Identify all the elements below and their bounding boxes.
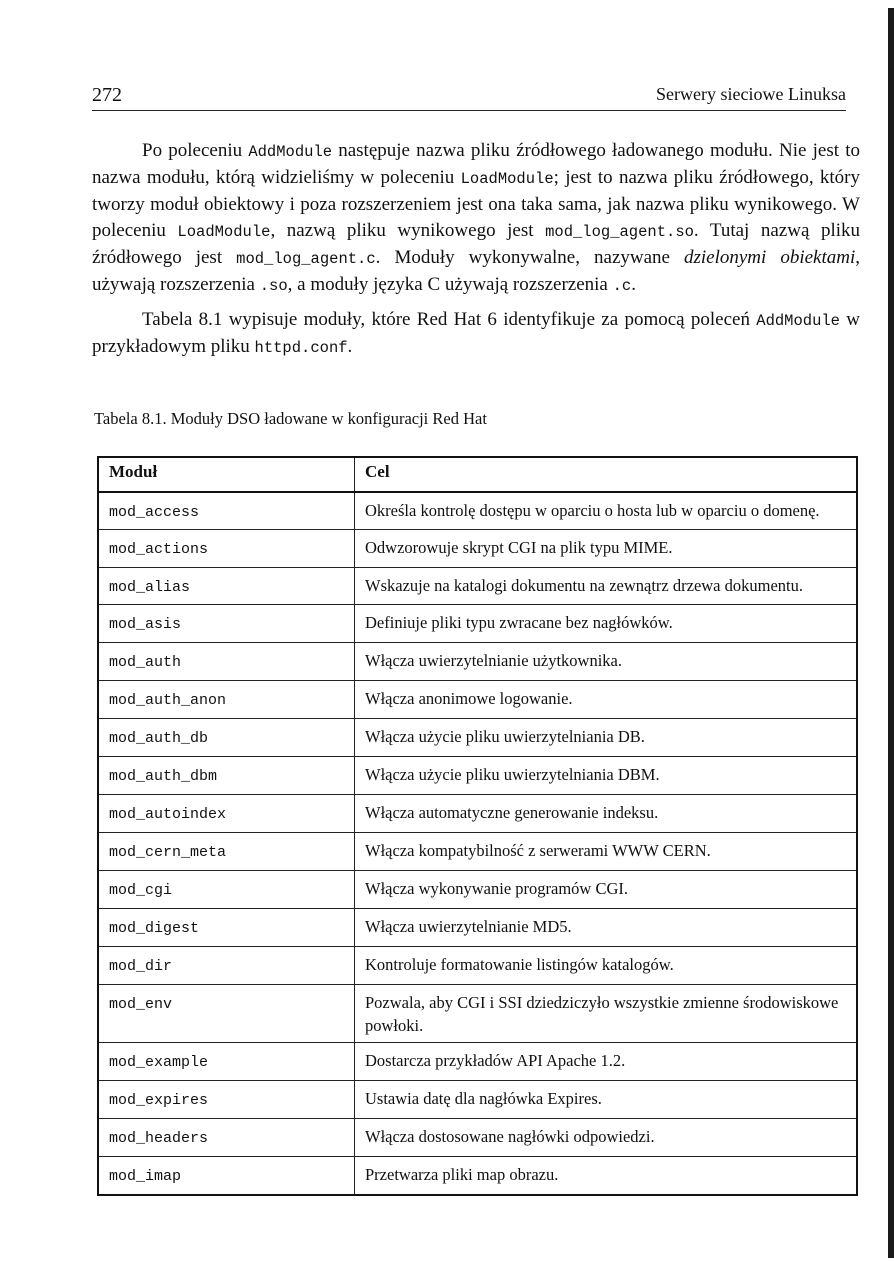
module-purpose: Pozwala, aby CGI i SSI dziedziczyło wszystkie zmienne środowiskowe powłoki.: [355, 985, 858, 1043]
module-purpose: Definiuje pliki typu zwracane bez nagłówków.: [355, 605, 858, 643]
code-ext-c: .c: [612, 277, 632, 295]
code-loadmodule: LoadModule: [460, 170, 554, 188]
table-row: [98, 681, 857, 719]
table-row: [98, 719, 857, 757]
module-purpose: Włącza dostosowane nagłówki odpowiedzi.: [355, 1119, 858, 1157]
module-name: mod_imap: [98, 1157, 355, 1196]
table-row: [98, 909, 857, 947]
table-row: [98, 568, 857, 605]
page-header: [92, 80, 846, 111]
table-row: [98, 1043, 857, 1081]
module-name: mod_headers: [98, 1119, 355, 1157]
table-row: [98, 833, 857, 871]
table-row: [98, 530, 857, 568]
text-run: .: [347, 336, 353, 357]
module-name: mod_dir: [98, 947, 355, 985]
table-row: [98, 1081, 857, 1119]
modules-table: [97, 456, 858, 1196]
text-run: , a moduły języka C używają rozszerzenia: [287, 274, 613, 295]
module-name: mod_auth_dbm: [98, 757, 355, 795]
module-purpose: Dostarcza przykładów API Apache 1.2.: [355, 1043, 858, 1081]
module-purpose: Włącza użycie pliku uwierzytelniania DBM.: [355, 757, 858, 795]
module-name: mod_auth_db: [98, 719, 355, 757]
module-name: mod_example: [98, 1043, 355, 1081]
page-edge-shadow: [888, 8, 894, 1258]
table-row: [98, 871, 857, 909]
module-purpose: Wskazuje na katalogi dokumentu na zewnątrz drzewa dokumentu.: [355, 568, 858, 605]
table-header-row: [98, 457, 857, 492]
table-row: [98, 985, 857, 1043]
text-run: . Tutaj nazwą pliku źródłowego jest: [92, 220, 861, 268]
text-run: , nazwą pliku wynikowego jest: [270, 220, 546, 241]
module-name: mod_cern_meta: [98, 833, 355, 871]
table-row: [98, 605, 857, 643]
module-purpose: Określa kontrolę dostępu w oparciu o hosta lub w oparciu o domenę.: [355, 492, 858, 530]
code-addmodule: AddModule: [248, 143, 333, 161]
page-number: 272: [92, 84, 122, 106]
module-purpose: Odwzorowuje skrypt CGI na plik typu MIME.: [355, 530, 858, 568]
module-purpose: Włącza wykonywanie programów CGI.: [355, 871, 858, 909]
paragraph-1: [92, 138, 860, 299]
module-name: mod_access: [98, 492, 355, 530]
module-purpose: Włącza uwierzytelnianie MD5.: [355, 909, 858, 947]
table-row: [98, 795, 857, 833]
running-title: Serwery sieciowe Linuksa: [656, 84, 846, 104]
module-name: mod_auth: [98, 643, 355, 681]
table-row: [98, 492, 857, 530]
column-header-module: Moduł: [98, 457, 355, 492]
table-row: [98, 947, 857, 985]
column-header-purpose: Cel: [355, 457, 858, 492]
code-httpd-conf: httpd.conf: [254, 339, 348, 357]
module-name: mod_cgi: [98, 871, 355, 909]
module-purpose: Włącza automatyczne generowanie indeksu.: [355, 795, 858, 833]
code-filename-c: mod_log_agent.c: [236, 250, 376, 268]
module-name: mod_auth_anon: [98, 681, 355, 719]
text-run: Tabela 8.1 wypisuje moduły, które Red Hat 6 identyfikuje za pomocą poleceń: [142, 309, 757, 330]
module-purpose: Przetwarza pliki map obrazu.: [355, 1157, 858, 1196]
text-run: następuje nazwa pliku źródłowego ładowanego modułu. Nie jest to nazwa modułu, którą widzieliśmy w poleceniu: [92, 140, 860, 188]
module-name: mod_autoindex: [98, 795, 355, 833]
module-name: mod_alias: [98, 568, 355, 605]
module-purpose: Włącza użycie pliku uwierzytelniania DB.: [355, 719, 858, 757]
table-row: [98, 1119, 857, 1157]
emphasis-term: dzielonymi obiektami: [683, 247, 856, 268]
module-purpose: Włącza anonimowe logowanie.: [355, 681, 858, 719]
paragraph-2: [92, 307, 860, 361]
module-purpose: Kontroluje formatowanie listingów katalogów.: [355, 947, 858, 985]
body-text: [92, 138, 860, 361]
table-caption: Tabela 8.1. Moduły DSO ładowane w konfiguracji Red Hat: [94, 409, 487, 428]
text-run: .: [631, 274, 636, 295]
module-purpose: Włącza kompatybilność z serwerami WWW CERN.: [355, 833, 858, 871]
table-row: [98, 757, 857, 795]
code-ext-so: .so: [259, 277, 288, 295]
code-filename-so: mod_log_agent.so: [545, 223, 694, 241]
module-name: mod_asis: [98, 605, 355, 643]
code-addmodule: AddModule: [756, 312, 840, 330]
code-loadmodule: LoadModule: [177, 223, 271, 241]
text-run: . Moduły wykonywalne, nazywane: [375, 247, 684, 268]
module-name: mod_expires: [98, 1081, 355, 1119]
module-name: mod_env: [98, 985, 355, 1043]
module-name: mod_digest: [98, 909, 355, 947]
module-name: mod_actions: [98, 530, 355, 568]
table-row: [98, 643, 857, 681]
text-run: , używają rozszerzenia: [92, 247, 861, 295]
module-purpose: Ustawia datę dla nagłówka Expires.: [355, 1081, 858, 1119]
text-run: ; jest to nazwa pliku źródłowego, który tworzy moduł obiektowy i poza rozszerzeniem jest ona taka sama, jak nazwa pliku wynikowego. W poleceniu: [92, 167, 860, 241]
table-row: [98, 1157, 857, 1196]
text-run: Po poleceniu: [142, 140, 249, 161]
module-purpose: Włącza uwierzytelnianie użytkownika.: [355, 643, 858, 681]
text-run: w przykładowym pliku: [92, 309, 860, 357]
